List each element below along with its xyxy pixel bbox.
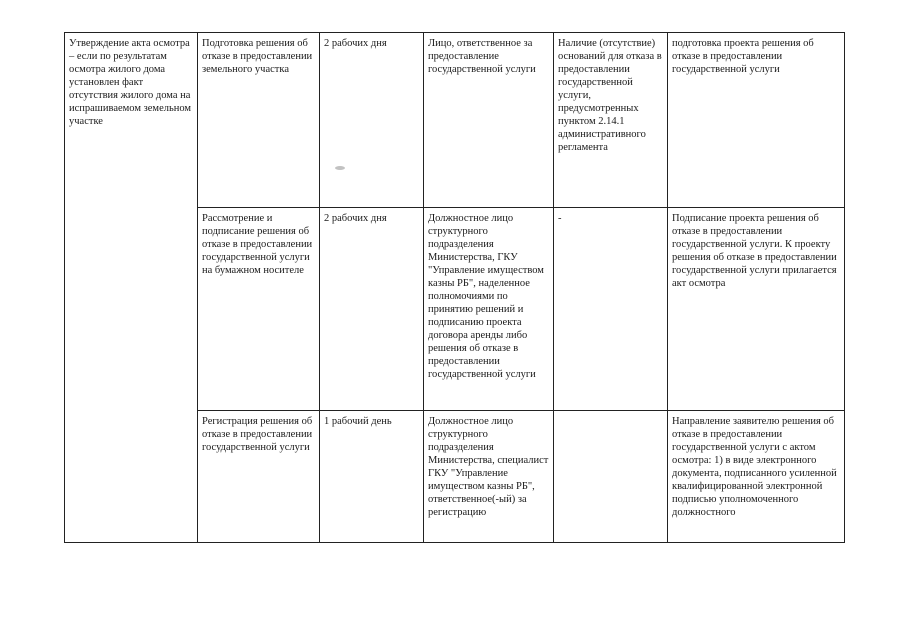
action-text: Подготовка решения об отказе в предоставлении земельного участка: [202, 38, 313, 75]
criteria-text: Наличие (отсутствие) оснований для отказа в предоставлении государственной услуги, предусмотренных пунктом 2.14.1 административного регламента: [558, 38, 662, 153]
criteria-cell: [554, 208, 668, 411]
result-cell: [668, 208, 845, 411]
result-text: подготовка проекта решения об отказе в предоставлении государственной услуги: [672, 38, 814, 75]
term-cell: [320, 411, 424, 543]
procedure-table: [64, 32, 845, 543]
term-text: 1 рабочий день: [324, 416, 392, 427]
table-row: [65, 33, 845, 208]
criteria-cell: [554, 411, 668, 543]
result-cell: [668, 411, 845, 543]
stage-text: Утверждение акта осмотра – если по результатам осмотра жилого дома установлен факт отсутствия жилого дома на испрашиваемом земельном участке: [69, 38, 192, 127]
action-text: Регистрация решения об отказе в предоставлении государственной услуги: [202, 416, 313, 453]
criteria-cell: [554, 33, 668, 208]
executor-cell: [424, 33, 554, 208]
executor-text: Лицо, ответственное за предоставление государственной услуги: [428, 38, 536, 75]
term-text: 2 рабочих дня: [324, 38, 387, 49]
term-text: 2 рабочих дня: [324, 213, 387, 224]
executor-text: Должностное лицо структурного подразделения Министерства, ГКУ "Управление имуществом казны РБ", наделенное полномочиями по принятию решений и подписанию проекта договора аренды либо решения об отказе в предоставлении государственной услуги: [428, 213, 544, 380]
action-text: Рассмотрение и подписание решения об отказе в предоставлении государственной услуги на бумажном носителе: [202, 213, 313, 276]
result-cell: [668, 33, 845, 208]
term-cell: [320, 208, 424, 411]
executor-cell: [424, 208, 554, 411]
result-text: Направление заявителю решения об отказе в предоставлении государственной услуги с актом осмотра: 1) в виде электронного документа, подписанного усиленной квалифицированной электронной подписью уполномоченного должностного: [672, 416, 837, 518]
term-cell: [320, 33, 424, 208]
criteria-text: -: [558, 213, 562, 224]
stage-cell: [65, 33, 198, 543]
executor-cell: [424, 411, 554, 543]
executor-text: Должностное лицо структурного подразделения Министерства, специалист ГКУ "Управление имуществом казны РБ", ответственное(-ый) за регистрацию: [428, 416, 549, 518]
action-cell: [198, 411, 320, 543]
result-text: Подписание проекта решения об отказе в предоставлении государственной услуги. К проекту решения об отказе в предоставлении государственной услуги прилагается акт осмотра: [672, 213, 837, 289]
action-cell: [198, 33, 320, 208]
scan-smudge: [335, 166, 345, 170]
action-cell: [198, 208, 320, 411]
